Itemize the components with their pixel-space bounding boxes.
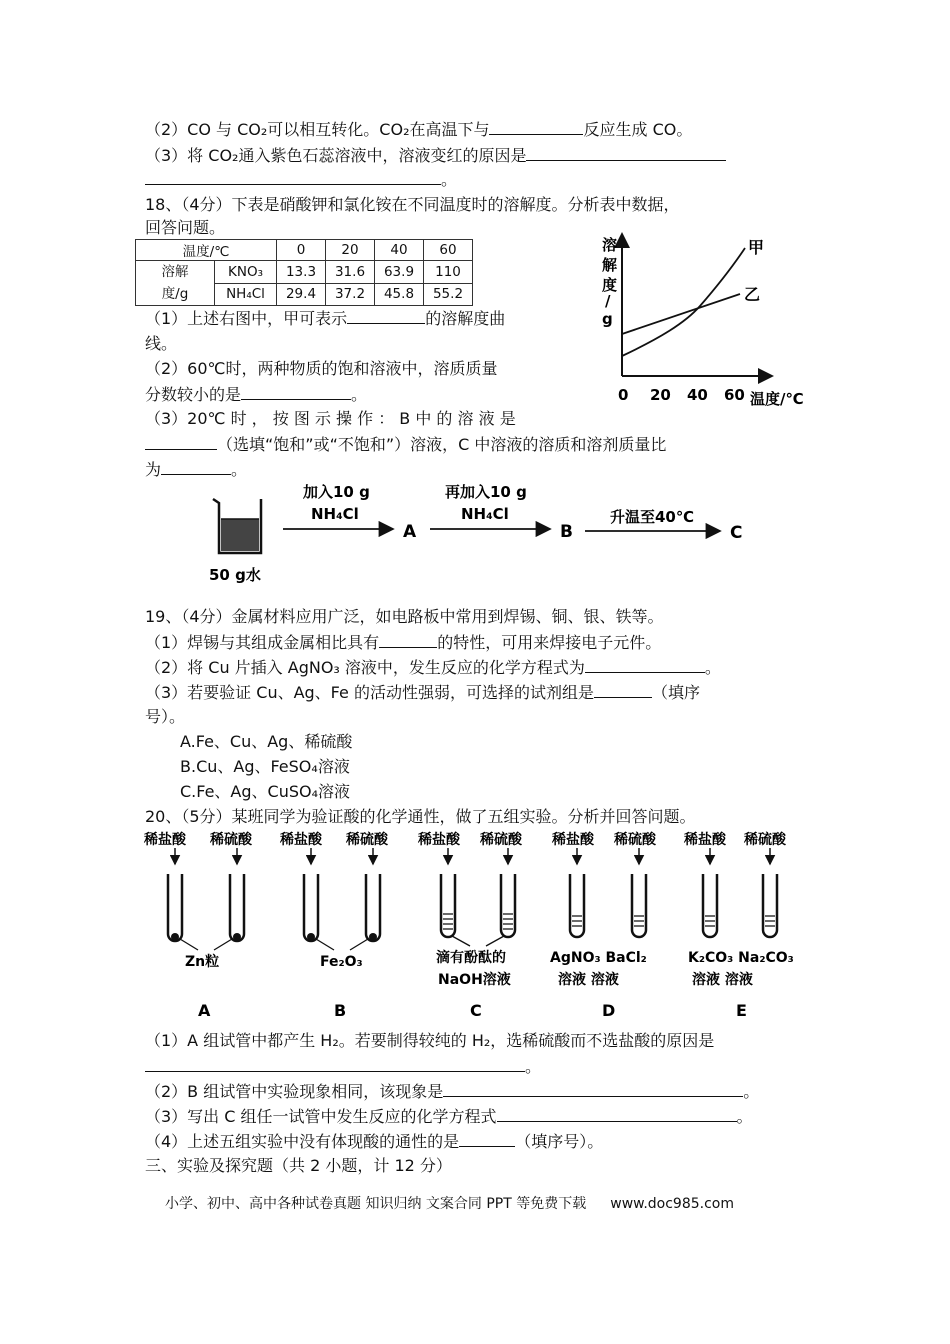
step3-label: 升温至40℃: [610, 508, 695, 526]
test-tube-icon: [304, 874, 318, 941]
answer-blank: [526, 144, 726, 161]
answer-blank: [594, 681, 652, 698]
curve-yi: [622, 294, 740, 334]
q17-l2-text: （2）CO 与 CO₂可以相互转化。CO₂在高温下与: [145, 120, 490, 139]
table-cell: 63.9: [375, 261, 424, 284]
y-label-char: /: [605, 292, 611, 310]
x-tick-label: 60: [724, 386, 745, 404]
solution-fill: [572, 916, 582, 926]
step1-reagent: NH₄Cl: [311, 505, 359, 523]
q20-p4-text2: （填序号）。: [515, 1132, 604, 1151]
acid-label-hcl: 稀盐酸: [418, 832, 460, 848]
x-tick-label: 0: [618, 386, 629, 404]
reagent-label: Zn粒: [185, 954, 220, 970]
test-tube-icon: [441, 874, 455, 937]
test-tube-icon: [763, 874, 777, 937]
q19-p1-text: （1）焊锡与其组成金属相比具有: [145, 633, 380, 652]
acid-label-h2so4: 稀硫酸: [614, 832, 656, 848]
answer-blank: [459, 1130, 515, 1147]
section-heading: 三、实验及探究题（共 2 小题，计 12 分）: [145, 1156, 452, 1175]
process-diagram: [205, 477, 765, 589]
answer-blank: [145, 168, 441, 185]
solution-fill: [634, 916, 644, 926]
pointer-line: [350, 939, 368, 950]
table-cell: KNO₃: [215, 261, 277, 284]
q20-p2-text: （2）B 组试管中实验现象相同，该现象是: [145, 1082, 444, 1101]
q17-l3-end: 。: [441, 170, 458, 189]
acid-label-h2so4: 稀硫酸: [744, 832, 786, 848]
table-cell: 20: [326, 240, 375, 261]
table-cell: 37.2: [326, 283, 375, 306]
step1-label: 加入10 g: [303, 483, 370, 501]
reagent-label: NaOH溶液: [438, 972, 511, 988]
acid-label-h2so4: 稀硫酸: [480, 832, 522, 848]
test-tube-icon: [632, 874, 646, 937]
q20-p4-text: （4）上述五组实验中没有体现酸的通性的是: [145, 1132, 460, 1151]
q18-p1-text: （1）上述右图中，甲可表示: [145, 309, 348, 328]
solution-fill: [503, 914, 513, 929]
page-footer: [165, 1193, 734, 1213]
table-row: [136, 240, 473, 261]
table-cell: 13.3: [277, 261, 326, 284]
q19-part3: [145, 681, 700, 704]
solid-powder-icon: [307, 933, 315, 941]
answer-blank: [585, 656, 705, 673]
q20-part3: [145, 1105, 753, 1128]
test-tube-icon: [366, 874, 380, 941]
solid-powder-icon: [369, 933, 377, 941]
q20-part4: [145, 1130, 603, 1153]
solution-fill: [443, 914, 453, 929]
q20-part2: [145, 1080, 759, 1103]
q19-part3-cont: 号）。: [145, 707, 186, 726]
acid-label-h2so4: 稀硫酸: [210, 832, 252, 848]
y-label-char: g: [602, 310, 613, 328]
q18-part2: （2）60℃时，两种物质的饱和溶液中，溶质质量: [145, 359, 498, 378]
q18-heading: 18、（4分）下表是硝酸钾和氯化铵在不同温度时的溶解度。分析表中数据，: [145, 195, 680, 214]
q20-p3-text: （3）写出 C 组任一试管中发生反应的化学方程式: [145, 1107, 497, 1126]
table-cell: 60: [424, 240, 473, 261]
test-tube-icon: [230, 874, 244, 941]
row-label-line2: 度/g: [161, 286, 189, 302]
solubility-table: [135, 239, 473, 306]
acid-label-hcl: 稀盐酸: [552, 832, 594, 848]
table-cell: 110: [424, 261, 473, 284]
acid-label-hcl: 稀盐酸: [280, 832, 322, 848]
zinc-granule-icon: [171, 933, 179, 941]
answer-blank: [241, 383, 351, 400]
pointer-line: [316, 939, 334, 950]
table-cell: NH₄Cl: [215, 283, 277, 306]
q17-line2: [145, 118, 692, 141]
answer-blank: [347, 307, 425, 324]
answer-blank: [145, 433, 217, 450]
test-tube-icon: [703, 874, 717, 937]
test-tube-icon: [168, 874, 182, 941]
answer-blank: [443, 1080, 743, 1097]
q20-heading: 20、（5分）某班同学为验证酸的化学通性，做了五组实验。分析并回答问题。: [145, 807, 696, 826]
q19-p3-text2: （填序: [651, 683, 700, 702]
solubility-graph: [590, 228, 820, 413]
group-letter: A: [198, 1001, 211, 1020]
step2-label: 再加入10 g: [445, 483, 527, 501]
group-letter: C: [470, 1001, 482, 1020]
q20-part1: （1）A 组试管中都产生 H₂。若要制得较纯的 H₂，选稀硫酸而不选盐酸的原因是: [145, 1031, 715, 1050]
reagent-label: 滴有酚酞的: [436, 950, 506, 966]
zinc-granule-icon: [233, 933, 241, 941]
q19-p2-end: 。: [704, 658, 721, 677]
q19-option-c: C.Fe、Ag、CuSO₄溶液: [180, 782, 351, 801]
row-label: [136, 261, 215, 306]
q17-l3-text: （3）将 CO₂通入紫色石蕊溶液中，溶液变红的原因是: [145, 146, 527, 165]
acid-label-h2so4: 稀硫酸: [346, 832, 388, 848]
x-axis-label: 温度/℃: [750, 390, 804, 408]
table-cell: 45.8: [375, 283, 424, 306]
beaker-liquid: [221, 519, 259, 551]
q18-part3: （3）20℃ 时 ， 按 图 示 操 作 ： B 中 的 溶 液 是: [145, 409, 516, 428]
q18-p3-text: （选填“饱和”或“不饱和”）溶液，C 中溶液的溶质和溶剂质量比: [217, 435, 667, 454]
solution-fill: [765, 916, 775, 926]
table-cell: 29.4: [277, 283, 326, 306]
reagent-label: Fe₂O₃: [320, 954, 363, 970]
q19-part2: [145, 656, 721, 679]
footer-url: www.doc985.com: [610, 1196, 734, 1212]
q19-heading: 19、（4分）金属材料应用广泛，如电路板中常用到焊锡、铜、银、铁等。: [145, 607, 664, 626]
q18-p2-text: 分数较小的是: [145, 385, 242, 404]
q19-p3-text: （3）若要验证 Cu、Ag、Fe 的活动性强弱，可选择的试剂组是: [145, 683, 594, 702]
table-cell: 31.6: [326, 261, 375, 284]
answer-blank: [379, 631, 437, 648]
y-label-char: 解: [602, 256, 618, 274]
test-tube-diagram: [140, 826, 810, 1026]
step2-reagent: NH₄Cl: [461, 505, 509, 523]
q17-line3-cont: [145, 168, 457, 191]
table-row: [136, 261, 473, 284]
q18-p2-end: 。: [351, 385, 368, 404]
pointer-line: [180, 939, 198, 950]
reagent-label: 溶液 溶液: [558, 972, 619, 988]
answer-blank: [497, 1105, 737, 1122]
reagent-label: K₂CO₃ Na₂CO₃: [688, 950, 794, 966]
group-letter: E: [736, 1001, 747, 1020]
answer-blank: [145, 1055, 525, 1072]
solution-fill: [705, 916, 715, 926]
footer-text: 小学、初中、高中各种试卷真题 知识归纳 文案合同 PPT 等免费下载: [165, 1196, 587, 1212]
reagent-label: AgNO₃ BaCl₂: [550, 950, 647, 966]
q17-line3: [145, 144, 726, 167]
q19-option-a: A.Fe、Cu、Ag、稀硫酸: [180, 732, 353, 751]
temp-header: 温度/℃: [136, 240, 277, 261]
curve-label-yi: 乙: [744, 285, 761, 304]
water-label: 50 g水: [209, 566, 261, 584]
answer-blank: [489, 118, 583, 135]
reagent-label: 溶液 溶液: [692, 972, 753, 988]
q18-p3-end: 。: [231, 460, 248, 479]
pointer-line: [452, 936, 470, 946]
group-letter: B: [334, 1001, 347, 1020]
q20-p3-end: 。: [736, 1107, 753, 1126]
group-letter: D: [602, 1001, 616, 1020]
pointer-line: [214, 939, 232, 950]
test-tube-icon: [570, 874, 584, 937]
label-a: A: [403, 522, 417, 542]
acid-label-hcl: 稀盐酸: [684, 832, 726, 848]
q18-p1-text2: 的溶解度曲: [425, 309, 506, 328]
q18-part3-cont: [145, 433, 666, 456]
q18-part1-cont: 线。: [145, 334, 178, 353]
q19-p1-text2: 的特性，可用来焊接电子元件。: [437, 633, 662, 652]
q18-part1: [145, 307, 505, 330]
q18-p3-wei: 为: [145, 460, 162, 479]
q20-p1-end: 。: [525, 1057, 542, 1076]
label-c: C: [730, 523, 743, 543]
table-cell: 0: [277, 240, 326, 261]
test-tube-icon: [501, 874, 515, 937]
q18-part2-cont: [145, 383, 367, 406]
x-tick-label: 40: [687, 386, 708, 404]
q20-p2-end: 。: [743, 1082, 760, 1101]
y-label-char: 度: [602, 276, 618, 294]
q17-l2-post: 反应生成 CO。: [583, 120, 693, 139]
curve-label-jia: 甲: [748, 238, 765, 257]
y-label-char: 溶: [602, 236, 618, 254]
q20-part1-cont: [145, 1055, 541, 1078]
answer-blank: [161, 458, 231, 475]
q18-heading-cont: 回答问题。: [145, 218, 226, 237]
table-cell: 40: [375, 240, 424, 261]
q19-option-b: B.Cu、Ag、FeSO₄溶液: [180, 757, 350, 776]
acid-label-hcl: 稀盐酸: [144, 832, 186, 848]
curve-jia: [622, 248, 745, 356]
pointer-line: [486, 936, 504, 946]
q19-part1: [145, 631, 661, 654]
q19-p2-text: （2）将 Cu 片插入 AgNO₃ 溶液中，发生反应的化学方程式为: [145, 658, 585, 677]
table-cell: 55.2: [424, 283, 473, 306]
row-label-line1: 溶解: [161, 264, 189, 280]
x-tick-label: 20: [650, 386, 671, 404]
label-b: B: [560, 522, 573, 542]
